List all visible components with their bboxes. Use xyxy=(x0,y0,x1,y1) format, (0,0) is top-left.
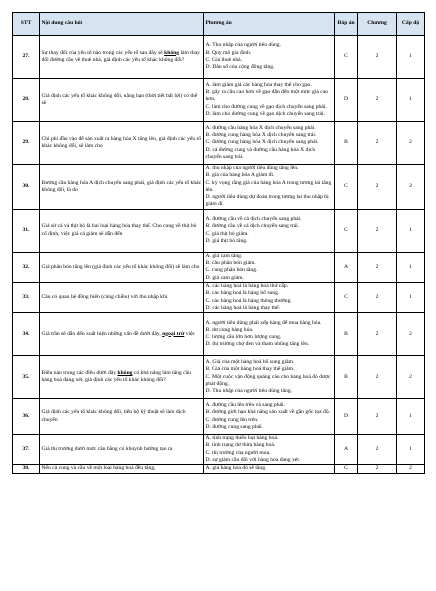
correct-answer: A xyxy=(335,435,358,465)
question-text-part: Giả sử cá và thịt bò là hai loại hàng hóa thay thế. Cho cung về thịt bò cố định, việc giá cá giảm sẽ dẫn đến xyxy=(41,223,197,237)
header-chapter: Chương xyxy=(358,13,397,36)
answer-options xyxy=(204,399,335,435)
answer-option: D. người tiêu dùng dự đoán trong tương lai thu nhập bị giảm đi. xyxy=(205,194,329,208)
question-text-part: Cầu có quan hệ đồng biến (cùng chiều) với thu nhập khi xyxy=(41,293,168,300)
question-text-part: Giả định các yếu tố khác không đổi, nắng hạn (thời tiết bất lợi) có thể sẽ xyxy=(41,92,198,106)
table-row xyxy=(13,122,425,165)
answer-option: B. đường cầu về cá dịch chuyển sang trái. xyxy=(205,223,300,230)
question-text-part: Giá phân bón tăng lên (giả định các yếu tố khác không đổi) sẽ làm cho xyxy=(41,263,200,270)
chapter-number: 2 xyxy=(358,313,397,356)
answer-option: A. tình trạng thiếu hụt hàng hoá. xyxy=(205,435,279,442)
question-number: 37. xyxy=(13,435,40,465)
correct-answer: C xyxy=(335,465,358,473)
question-number: 29. xyxy=(13,122,40,165)
question-number: 36. xyxy=(13,399,40,435)
answer-option: C. giá thịt bò giảm. xyxy=(205,230,249,237)
table-row xyxy=(13,252,425,282)
answer-option: A. giá hàng hóa đó sẽ tăng. xyxy=(205,465,267,472)
answer-option: D. làm cho đường cung về gạo dịch chuyển sang trái. xyxy=(205,110,325,117)
answer-option: C. Một cuộc vận động quảng cáo cho hàng hoá đó được phát động. xyxy=(205,373,331,387)
correct-answer: C xyxy=(335,165,358,210)
answer-option: C. cung phân bón tăng. xyxy=(205,267,258,274)
question-number: 33. xyxy=(13,282,40,312)
question-number: 30. xyxy=(13,165,40,210)
answer-option: B. gây ra cầu cao hơn về gạo dẫn đến một mức giá cao hơn. xyxy=(205,89,328,103)
chapter-number: 2 xyxy=(358,165,397,210)
answer-option: A. Thu nhập của người tiêu dùng. xyxy=(205,42,281,49)
answer-option: A. thu nhập của người tiêu dùng tăng lên. xyxy=(205,165,299,171)
question-text xyxy=(40,435,204,465)
question-text xyxy=(40,465,204,473)
difficulty-level: 2 xyxy=(397,122,425,165)
answer-options xyxy=(204,209,335,252)
answer-option: D. giá thịt bò tăng. xyxy=(205,238,248,245)
answer-options xyxy=(204,252,335,282)
answer-options xyxy=(204,313,335,356)
answer-option: B. giá của hàng hóa A giảm đi. xyxy=(205,172,275,179)
table-row xyxy=(13,356,425,399)
question-text-part: Giá thị trường dưới mức cân bằng có khuynh hướng tạo ra xyxy=(41,446,173,453)
table-row xyxy=(13,399,425,435)
question-number: 38. xyxy=(13,465,40,473)
table-row xyxy=(13,79,425,122)
correct-answer: D xyxy=(335,399,358,435)
correct-answer: B xyxy=(335,122,358,165)
question-text-part: Nếu cả cung và cầu về một loại hàng hoá đều tăng, xyxy=(41,465,156,472)
header-stt: STT xyxy=(13,13,40,36)
answer-option: B. Quy mô gia đình. xyxy=(205,49,252,56)
question-table xyxy=(12,12,425,474)
difficulty-level: 1 xyxy=(397,252,425,282)
table-row xyxy=(13,36,425,79)
answer-options xyxy=(204,465,335,473)
chapter-number: 2 xyxy=(358,356,397,399)
chapter-number: 2 xyxy=(358,79,397,122)
correct-answer: C xyxy=(335,282,358,312)
answer-option: A. các hàng hoá là hàng hoá thứ cấp. xyxy=(205,282,289,289)
answer-option: D. cả đường cung và đường cầu hàng hóa X dịch chuyển sang trái. xyxy=(205,146,316,160)
difficulty-level: 1 xyxy=(397,282,425,312)
chapter-number: 2 xyxy=(358,252,397,282)
answer-option: C. các hàng hoá là hàng thông thường. xyxy=(205,297,292,304)
correct-answer: B xyxy=(335,356,358,399)
question-number: 35. xyxy=(13,356,40,399)
table-row xyxy=(13,435,425,465)
question-text xyxy=(40,399,204,435)
answer-option: A. đường cầu hàng hóa X dịch chuyển sang phải. xyxy=(205,124,316,131)
question-text-part: Chi phí đầu vào để sản xuất ra hàng hóa X tăng lên, giả định các yếu tố khác không đổi, sẽ làm cho xyxy=(41,135,201,149)
question-text-part: việc xyxy=(184,330,196,337)
answer-options xyxy=(204,282,335,312)
table-row xyxy=(13,165,425,210)
answer-option: C. Giá thuê nhà. xyxy=(205,57,243,63)
difficulty-level: 1 xyxy=(397,79,425,122)
answer-options xyxy=(204,435,335,465)
question-text xyxy=(40,79,204,122)
answer-option: A. Giá của một hàng hoá bổ sung giảm. xyxy=(205,358,295,365)
correct-answer: C xyxy=(335,209,358,252)
question-text xyxy=(40,252,204,282)
answer-option: C. đường cung hàng hóa X dịch chuyển sang phải. xyxy=(205,139,319,146)
question-text-part: làm thay đổi đường cầu về thuê nhà, giả định các yếu tố khác không đổi? xyxy=(41,49,200,63)
question-text-part: Đường cầu hàng hóa A dịch chuyển sang phải, giả định các yếu tố khác không đổi, là do xyxy=(41,179,202,193)
answer-option: D. đường cung sang phải. xyxy=(205,423,264,430)
difficulty-level: 2 xyxy=(397,165,425,210)
header-question: Nội dung câu hỏi xyxy=(40,13,204,36)
difficulty-level: 2 xyxy=(397,356,425,399)
answer-option: C. làm cho đường cung về gạo dịch chuyển sang phải. xyxy=(205,103,327,110)
answer-options xyxy=(204,79,335,122)
question-text-part: Giá trần sẽ dẫn đến xuất hiện những vấn đề dưới đây, xyxy=(41,330,163,337)
answer-option: B. đường giới hạn khả năng sản xuất về gần gốc tọa độ. xyxy=(205,409,331,416)
question-table-page xyxy=(12,12,424,474)
chapter-number: 2 xyxy=(358,282,397,312)
correct-answer: A xyxy=(335,252,358,282)
answer-option: B. các hàng hoá là hàng bổ sung. xyxy=(205,290,280,297)
question-text xyxy=(40,36,204,79)
question-emphasis: ngoại trừ xyxy=(162,330,185,337)
answer-option: A. người tiêu dùng phải xếp hàng để mua hàng hóa. xyxy=(205,319,322,326)
table-row xyxy=(13,282,425,312)
table-header-row xyxy=(13,13,425,36)
table-row xyxy=(13,313,425,356)
question-text xyxy=(40,165,204,210)
question-text xyxy=(40,313,204,356)
header-level: Cấp độ xyxy=(397,13,425,36)
question-text xyxy=(40,282,204,312)
table-body xyxy=(13,36,425,474)
answer-option: A. làm giảm giá các hàng hóa thay thế cho gạo. xyxy=(205,81,312,88)
chapter-number: 2 xyxy=(358,122,397,165)
correct-answer: C xyxy=(335,36,358,79)
question-emphasis: không xyxy=(164,49,180,56)
answer-option: A. đường cầu về cá dịch chuyển sang phải. xyxy=(205,216,302,223)
answer-option: D. sự giảm cầu đối với hàng hóa đang xét. xyxy=(205,457,301,464)
question-text-part: có khả năng làm tăng cầu hàng hoá đang xét, giả định các yếu tố khác không đổi? xyxy=(41,369,191,384)
question-text xyxy=(40,209,204,252)
header-answer: Đáp án xyxy=(335,13,358,36)
correct-answer: D xyxy=(335,79,358,122)
difficulty-level: 1 xyxy=(397,36,425,79)
difficulty-level: 2 xyxy=(397,313,425,356)
chapter-number: 2 xyxy=(358,465,397,473)
answer-option: D. Dân số của cộng đồng tăng. xyxy=(205,64,275,71)
answer-options xyxy=(204,36,335,79)
question-text-part: Sự thay đổi của yếu tố nào trong các yếu tố sau đây sẽ xyxy=(41,49,165,56)
answer-option: B. đường cung hàng hóa X dịch chuyển sang trái. xyxy=(205,132,317,139)
answer-options xyxy=(204,356,335,399)
answer-options xyxy=(204,122,335,165)
question-number: 34. xyxy=(13,313,40,356)
question-text xyxy=(40,122,204,165)
chapter-number: 2 xyxy=(358,435,397,465)
answer-option: C. đường cung lên trên. xyxy=(205,416,259,423)
question-text xyxy=(40,356,204,399)
question-number: 31. xyxy=(13,209,40,252)
chapter-number: 2 xyxy=(358,36,397,79)
chapter-number: 2 xyxy=(358,209,397,252)
answer-option: C. kỳ vọng rằng giá của hàng hóa A trong tương lai tăng lên. xyxy=(205,179,332,193)
question-text-part: Điều nào trong các điều dưới đây xyxy=(41,369,118,376)
answer-option: C. thị trường của người mua. xyxy=(205,449,271,456)
answer-option: A. giá cam tăng. xyxy=(205,252,243,259)
chapter-number: 2 xyxy=(358,399,397,435)
answer-option: C. lượng cầu lớn hơn lượng cung. xyxy=(205,334,282,341)
table-row xyxy=(13,465,425,473)
table-row xyxy=(13,209,425,252)
answer-option: A. đường cầu lên trên và sang phải. xyxy=(205,402,285,409)
difficulty-level: 1 xyxy=(397,209,425,252)
answer-option: D. các hàng hoá là hàng thay thế. xyxy=(205,304,280,311)
answer-options xyxy=(204,165,335,210)
difficulty-level: 1 xyxy=(397,435,425,465)
answer-option: D. thị trường chợ đen và tham nhũng tăng lên. xyxy=(205,341,310,348)
answer-option: B. Giá của một hàng hoá thay thế giảm. xyxy=(205,366,295,373)
difficulty-level: 2 xyxy=(397,465,425,473)
answer-option: D. giá cam giảm. xyxy=(205,274,244,281)
header-options: Phương án xyxy=(204,13,335,36)
question-emphasis: không xyxy=(117,369,133,376)
question-number: 27. xyxy=(13,36,40,79)
difficulty-level: 1 xyxy=(397,399,425,435)
question-number: 28. xyxy=(13,79,40,122)
answer-option: B. tình trạng dư thừa hàng hoá. xyxy=(205,442,276,449)
question-text-part: Giả định các yếu tố khác không đổi, tiến bộ kỹ thuật sẽ làm dịch chuyển xyxy=(41,409,186,423)
question-number: 32. xyxy=(13,252,40,282)
answer-option: B. dư cung hàng hóa. xyxy=(205,326,254,333)
correct-answer: B xyxy=(335,313,358,356)
answer-option: D. Thu nhập của người tiêu dùng tăng. xyxy=(205,388,293,395)
answer-option: B. cầu phân bón giảm. xyxy=(205,260,256,267)
